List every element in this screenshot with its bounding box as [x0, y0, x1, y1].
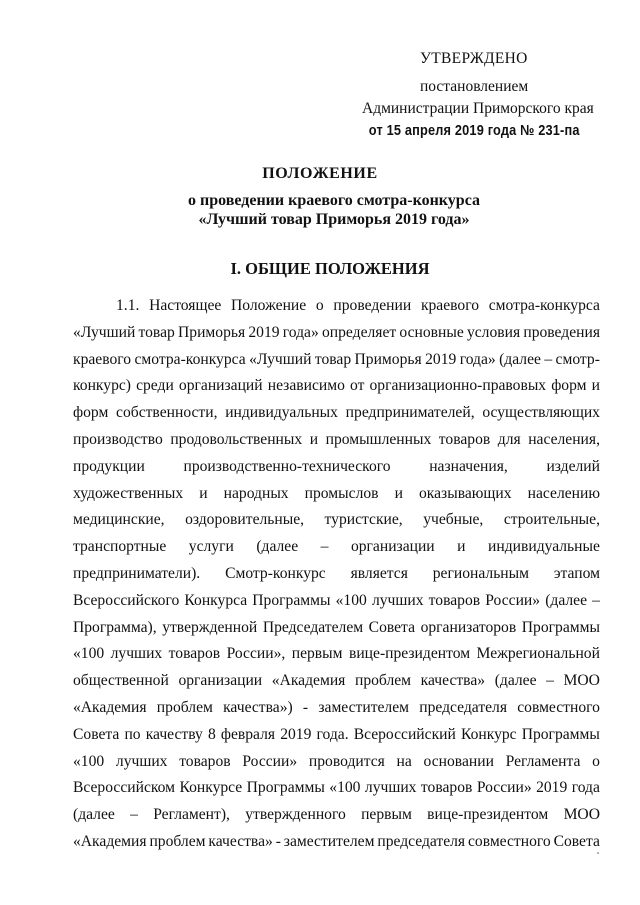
- word: Конкурсе: [179, 779, 243, 797]
- approval-line-resolution: постановлением: [420, 78, 529, 95]
- word: организационно-правовых: [369, 377, 547, 395]
- word: председателя: [419, 698, 508, 716]
- word: услуги: [188, 538, 234, 556]
- text-line: [73, 373, 600, 400]
- text-line: [73, 802, 600, 829]
- word: учебные,: [423, 511, 484, 529]
- word: Программы: [521, 725, 600, 743]
- word: года: [571, 779, 600, 797]
- word: Положение: [231, 297, 307, 314]
- approval-line-date-number: от 15 апреля 2019 года № 231-па: [368, 123, 580, 139]
- word: смотра-конкурса: [134, 350, 246, 368]
- word: оказывающих: [419, 484, 512, 502]
- word: собственности,: [116, 404, 218, 422]
- word: художественных: [73, 484, 184, 502]
- text-line: [73, 507, 600, 534]
- word: совместного: [517, 698, 600, 716]
- word: о: [315, 297, 324, 314]
- word: «Академия: [73, 698, 147, 716]
- word: председателя: [377, 832, 466, 850]
- word: условия: [466, 323, 521, 341]
- word: основные: [399, 323, 464, 341]
- text-line: [73, 481, 600, 508]
- word: утвержденной: [162, 618, 258, 636]
- word: утвержденного: [245, 806, 346, 824]
- word: Настоящее: [149, 297, 222, 314]
- word: года»: [282, 323, 319, 341]
- word: 2019: [425, 350, 457, 368]
- word: заместителем: [318, 698, 410, 716]
- word: «100: [335, 591, 367, 609]
- word: качества»: [420, 672, 486, 690]
- text-line: [73, 320, 600, 347]
- text-line: [73, 293, 600, 320]
- word: смотра-конкурса: [488, 297, 600, 314]
- text-line: [73, 749, 600, 776]
- text-line: [73, 829, 600, 856]
- word: является: [350, 564, 408, 582]
- word: и: [199, 484, 208, 502]
- word: -: [275, 832, 281, 850]
- word: Совета: [368, 618, 415, 636]
- word: форм: [73, 404, 109, 422]
- word: Всероссийском: [73, 779, 176, 797]
- word: транспортные: [73, 538, 167, 556]
- text-line: [73, 695, 600, 722]
- word: краевого: [420, 297, 480, 314]
- word: проблем: [354, 672, 412, 690]
- word: –: [130, 806, 138, 824]
- text-line: [73, 427, 600, 454]
- word: «Академия: [271, 672, 346, 690]
- word: качества»): [223, 698, 293, 716]
- word: на: [396, 752, 412, 770]
- word: туристские,: [324, 511, 403, 529]
- word: заместителем: [283, 832, 375, 850]
- word: вице-президентом: [348, 645, 471, 663]
- word: вице-президентом: [427, 806, 549, 824]
- word: конкурс): [73, 377, 131, 395]
- word: среди: [136, 377, 174, 395]
- word: России»,: [226, 645, 286, 663]
- word: совместного: [468, 832, 551, 850]
- word: Приморья: [178, 323, 246, 341]
- word: о: [592, 752, 600, 770]
- word: качеству: [145, 725, 203, 743]
- word: Совета: [553, 832, 600, 850]
- word: осуществляющих: [482, 404, 600, 422]
- word: населения,: [528, 430, 600, 448]
- word: проведения: [523, 323, 600, 341]
- word: первым: [361, 806, 412, 824]
- word: лучших: [371, 591, 424, 609]
- scan-dot: [597, 852, 599, 854]
- word: проблем: [156, 698, 213, 716]
- text-line: [73, 347, 600, 374]
- document-subtitle-1: о проведении краевого смотра-конкурса: [188, 192, 480, 209]
- word: проблем: [149, 832, 206, 850]
- word: производственно-технического: [183, 457, 391, 475]
- word: товаров: [428, 591, 481, 609]
- word: (далее: [499, 350, 541, 368]
- text-line: [73, 588, 600, 615]
- text-line: [73, 641, 600, 668]
- word: Приморья: [354, 350, 422, 368]
- word: форм: [551, 377, 587, 395]
- word: определяет: [321, 323, 397, 341]
- text-line: [73, 561, 600, 588]
- word: 8: [207, 725, 216, 743]
- word: назначения,: [429, 457, 508, 475]
- word: краевого: [73, 350, 132, 368]
- body-paragraph: [73, 293, 600, 856]
- word: Конкурса: [184, 591, 248, 609]
- word: года»: [459, 350, 496, 368]
- word: 1.1.: [116, 297, 140, 314]
- word: производство: [73, 430, 163, 448]
- word: Межрегиональной: [476, 645, 600, 663]
- word: продовольственных: [170, 430, 303, 448]
- word: лучших: [364, 779, 417, 797]
- word: (далее: [545, 591, 588, 609]
- text-line: [73, 400, 600, 427]
- approval-stamp: [360, 48, 610, 142]
- word: промыслов: [304, 484, 379, 502]
- word: от: [350, 377, 365, 395]
- word: для: [497, 430, 521, 448]
- word: –: [544, 350, 553, 368]
- word: товар: [138, 323, 175, 341]
- word: Регламента: [505, 752, 581, 770]
- document-title: ПОЛОЖЕНИЕ: [262, 165, 378, 182]
- word: строительные,: [503, 511, 600, 529]
- word: этапом: [553, 564, 600, 582]
- text-line: [73, 534, 600, 561]
- word: Программы: [521, 618, 600, 636]
- word: проводится: [308, 752, 385, 770]
- word: товаров: [420, 779, 473, 797]
- word: проведении: [333, 297, 412, 314]
- word: Совета: [73, 725, 120, 743]
- word: промышленных: [325, 430, 432, 448]
- word: Всероссийский: [353, 725, 456, 743]
- word: организаторов: [420, 618, 517, 636]
- text-line: [73, 615, 600, 642]
- text-line: [73, 775, 600, 802]
- word: оздоровительные,: [185, 511, 305, 529]
- word: товар: [314, 350, 352, 368]
- word: качества»: [208, 832, 273, 850]
- word: МОО: [563, 806, 600, 824]
- word: региональным: [432, 564, 529, 582]
- word: –: [546, 672, 554, 690]
- word: Всероссийского: [73, 591, 180, 609]
- word: 2019: [280, 725, 312, 743]
- word: независимо: [267, 377, 345, 395]
- word: Программы: [252, 591, 331, 609]
- word: и: [309, 430, 319, 448]
- word: медицинские,: [73, 511, 165, 529]
- word: и: [591, 377, 600, 395]
- text-line: [73, 454, 600, 481]
- word: Регламент),: [153, 806, 230, 824]
- word: России»: [476, 779, 532, 797]
- word: народных: [223, 484, 289, 502]
- word: продукции: [73, 457, 145, 475]
- word: (далее: [494, 672, 537, 690]
- word: первым: [291, 645, 343, 663]
- word: февраля: [220, 725, 276, 743]
- approval-line-administration: Администрации Приморского края: [362, 100, 594, 117]
- word: «Лучший: [73, 323, 136, 341]
- text-line: [73, 668, 600, 695]
- word: 2019: [536, 779, 568, 797]
- word: по: [124, 725, 141, 743]
- word: «Академия: [73, 832, 147, 850]
- approval-title: УТВЕРЖДЕНО: [420, 50, 528, 67]
- word: организации: [178, 672, 263, 690]
- word: (далее: [256, 538, 299, 556]
- word: организаций: [178, 377, 263, 395]
- word: года.: [316, 725, 349, 743]
- word: предпринимателей,: [345, 404, 475, 422]
- word: индивидуальных: [225, 404, 338, 422]
- word: Смотр-конкурс: [225, 564, 326, 582]
- word: общественной: [73, 672, 169, 690]
- word: лучших: [110, 645, 163, 663]
- word: Программы: [246, 779, 325, 797]
- word: «Лучший: [249, 350, 312, 368]
- word: -: [302, 698, 309, 716]
- word: «100: [73, 645, 105, 663]
- text-line: [73, 722, 600, 749]
- word: –: [320, 538, 329, 556]
- word: индивидуальные: [488, 538, 600, 556]
- word: 2019: [248, 323, 280, 341]
- word: России»: [242, 752, 298, 770]
- word: лучших: [115, 752, 168, 770]
- section-heading: I. ОБЩИЕ ПОЛОЖЕНИЯ: [230, 259, 430, 278]
- word: «100: [73, 752, 105, 770]
- word: предприниматели).: [73, 564, 201, 582]
- word: товаров: [438, 430, 491, 448]
- word: населению: [527, 484, 600, 502]
- word: и: [394, 484, 403, 502]
- word: МОО: [563, 672, 600, 690]
- word: изделий: [546, 457, 600, 475]
- word: Программа),: [73, 618, 157, 636]
- word: товаров: [179, 752, 231, 770]
- word: России»: [485, 591, 541, 609]
- word: «100: [329, 779, 361, 797]
- word: смотр-: [555, 350, 600, 368]
- word: и: [457, 538, 466, 556]
- word: Председателем: [262, 618, 364, 636]
- document-subtitle-2: «Лучший товар Приморья 2019 года»: [198, 211, 470, 228]
- word: (далее: [73, 806, 115, 824]
- word: товаров: [168, 645, 221, 663]
- word: –: [592, 591, 600, 609]
- word: Конкурс: [460, 725, 517, 743]
- word: основании: [423, 752, 494, 770]
- word: организации: [350, 538, 435, 556]
